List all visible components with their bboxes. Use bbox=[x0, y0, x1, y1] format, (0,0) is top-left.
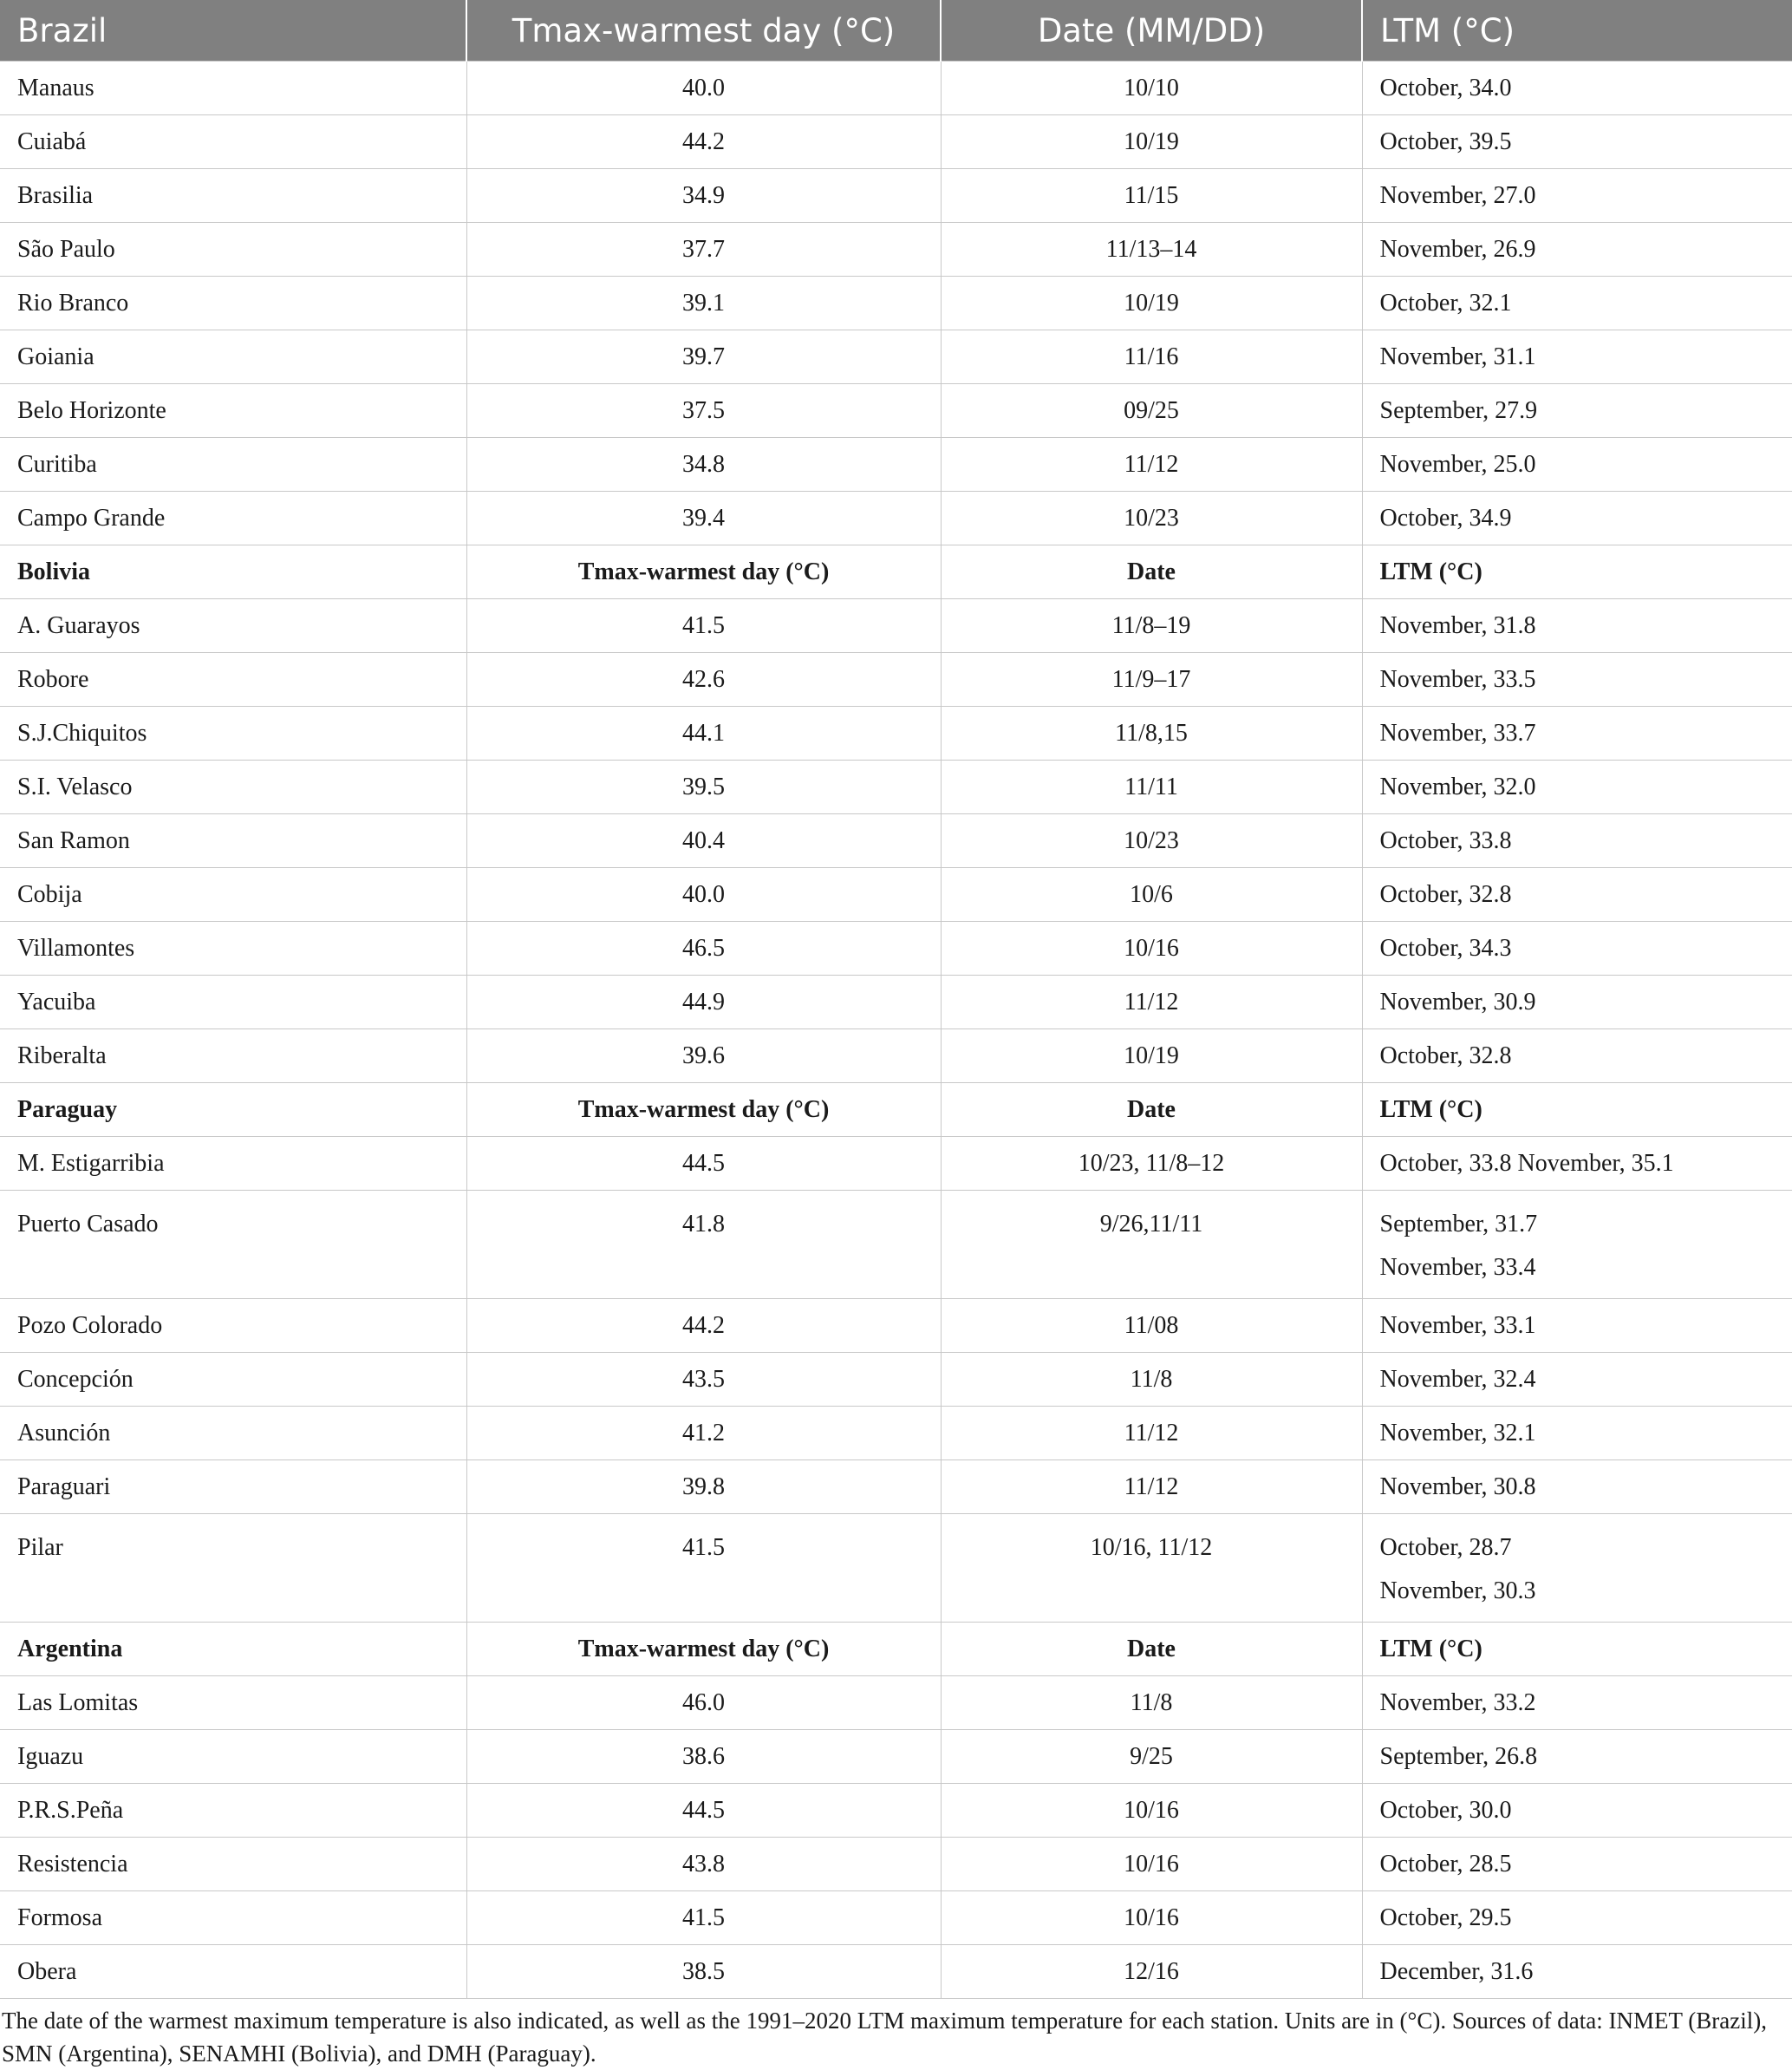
tmax-text: 41.5 bbox=[682, 1534, 725, 1561]
table-row bbox=[0, 1784, 1792, 1838]
section-ltm-label: LTM (°C) bbox=[1362, 545, 1792, 599]
station-cell: São Paulo bbox=[0, 223, 466, 277]
station-cell: San Ramon bbox=[0, 814, 466, 868]
date-cell: 10/19 bbox=[941, 277, 1362, 330]
ltm-cell: November, 25.0 bbox=[1362, 438, 1792, 492]
date-cell: 11/8,15 bbox=[941, 707, 1362, 761]
station-cell: Resistencia bbox=[0, 1838, 466, 1891]
station-cell: Pozo Colorado bbox=[0, 1299, 466, 1353]
table-row bbox=[0, 1838, 1792, 1891]
date-cell: 10/19 bbox=[941, 115, 1362, 169]
table-row bbox=[0, 277, 1792, 330]
tmax-cell: 40.0 bbox=[466, 868, 941, 922]
date-cell: 11/8 bbox=[941, 1676, 1362, 1730]
tmax-cell: 41.2 bbox=[466, 1407, 941, 1460]
tmax-cell: 44.2 bbox=[466, 1299, 941, 1353]
tmax-cell: 46.0 bbox=[466, 1676, 941, 1730]
table-row bbox=[0, 1137, 1792, 1191]
date-cell: 10/16 bbox=[941, 1838, 1362, 1891]
ltm-cell: November, 30.8 bbox=[1362, 1460, 1792, 1514]
table-row bbox=[0, 1514, 1792, 1623]
header-country: Brazil bbox=[0, 0, 466, 62]
date-cell: 11/13–14 bbox=[941, 223, 1362, 277]
tmax-cell: 39.7 bbox=[466, 330, 941, 384]
station-cell: Cuiabá bbox=[0, 115, 466, 169]
tmax-cell: 40.4 bbox=[466, 814, 941, 868]
station-cell: Yacuiba bbox=[0, 976, 466, 1029]
tmax-cell: 39.6 bbox=[466, 1029, 941, 1083]
date-cell: 12/16 bbox=[941, 1945, 1362, 1999]
ltm-line-2: November, 30.3 bbox=[1379, 1577, 1536, 1604]
station-cell: Campo Grande bbox=[0, 492, 466, 545]
station-cell: S.J.Chiquitos bbox=[0, 707, 466, 761]
station-cell: Iguazu bbox=[0, 1730, 466, 1784]
ltm-cell: October, 39.5 bbox=[1362, 115, 1792, 169]
station-text: Puerto Casado bbox=[17, 1211, 159, 1237]
ltm-cell: September, 27.9 bbox=[1362, 384, 1792, 438]
table-row bbox=[0, 169, 1792, 223]
ltm-cell: November, 33.2 bbox=[1362, 1676, 1792, 1730]
table-row bbox=[0, 438, 1792, 492]
tmax-cell: 38.6 bbox=[466, 1730, 941, 1784]
ltm-cell bbox=[1362, 1191, 1792, 1299]
ltm-cell: October, 33.8 November, 35.1 bbox=[1362, 1137, 1792, 1191]
tmax-cell: 41.5 bbox=[466, 599, 941, 653]
table-row bbox=[0, 1407, 1792, 1460]
station-cell bbox=[0, 1191, 466, 1299]
ltm-cell: October, 32.8 bbox=[1362, 1029, 1792, 1083]
tmax-cell: 37.7 bbox=[466, 223, 941, 277]
header-tmax: Tmax-warmest day (°C) bbox=[466, 0, 941, 62]
ltm-cell: October, 28.5 bbox=[1362, 1838, 1792, 1891]
station-cell: Villamontes bbox=[0, 922, 466, 976]
ltm-cell: October, 34.0 bbox=[1362, 62, 1792, 115]
tmax-cell: 43.8 bbox=[466, 1838, 941, 1891]
date-cell: 10/23 bbox=[941, 814, 1362, 868]
table-row bbox=[0, 330, 1792, 384]
table-row bbox=[0, 707, 1792, 761]
ltm-cell: October, 30.0 bbox=[1362, 1784, 1792, 1838]
table-row bbox=[0, 922, 1792, 976]
date-cell: 11/8 bbox=[941, 1353, 1362, 1407]
section-tmax-label: Tmax-warmest day (°C) bbox=[466, 1083, 941, 1137]
date-cell: 10/16 bbox=[941, 1784, 1362, 1838]
tmax-cell: 38.5 bbox=[466, 1945, 941, 1999]
date-cell: 9/25 bbox=[941, 1730, 1362, 1784]
tmax-cell: 43.5 bbox=[466, 1353, 941, 1407]
date-cell: 11/08 bbox=[941, 1299, 1362, 1353]
station-cell: Paraguari bbox=[0, 1460, 466, 1514]
ltm-cell: September, 26.8 bbox=[1362, 1730, 1792, 1784]
ltm-line-1: September, 31.7 bbox=[1379, 1211, 1538, 1237]
ltm-cell: November, 33.7 bbox=[1362, 707, 1792, 761]
table-row bbox=[0, 814, 1792, 868]
section-date-label: Date bbox=[941, 545, 1362, 599]
section-tmax-label: Tmax-warmest day (°C) bbox=[466, 545, 941, 599]
section-header-argentina bbox=[0, 1623, 1792, 1676]
ltm-line-2: November, 33.4 bbox=[1379, 1254, 1536, 1281]
ltm-cell: November, 33.1 bbox=[1362, 1299, 1792, 1353]
date-cell: 10/16 bbox=[941, 922, 1362, 976]
table-row bbox=[0, 1676, 1792, 1730]
station-cell: Concepción bbox=[0, 1353, 466, 1407]
ltm-cell: December, 31.6 bbox=[1362, 1945, 1792, 1999]
section-ltm-label: LTM (°C) bbox=[1362, 1623, 1792, 1676]
tmax-cell: 40.0 bbox=[466, 62, 941, 115]
station-cell: Robore bbox=[0, 653, 466, 707]
tmax-cell: 34.9 bbox=[466, 169, 941, 223]
date-cell: 10/10 bbox=[941, 62, 1362, 115]
section-country: Paraguay bbox=[0, 1083, 466, 1137]
ltm-cell: November, 32.4 bbox=[1362, 1353, 1792, 1407]
tmax-cell: 44.5 bbox=[466, 1137, 941, 1191]
section-date-label: Date bbox=[941, 1083, 1362, 1137]
ltm-cell: October, 29.5 bbox=[1362, 1891, 1792, 1945]
ltm-cell: November, 33.5 bbox=[1362, 653, 1792, 707]
station-cell: Obera bbox=[0, 1945, 466, 1999]
date-text: 9/26,11/11 bbox=[1099, 1211, 1203, 1237]
tmax-cell: 44.1 bbox=[466, 707, 941, 761]
table-row bbox=[0, 868, 1792, 922]
station-cell: S.I. Velasco bbox=[0, 761, 466, 814]
table-row bbox=[0, 492, 1792, 545]
table-row bbox=[0, 1891, 1792, 1945]
ltm-cell: October, 32.8 bbox=[1362, 868, 1792, 922]
table-row bbox=[0, 1029, 1792, 1083]
header-ltm: LTM (°C) bbox=[1362, 0, 1792, 62]
station-cell: Riberalta bbox=[0, 1029, 466, 1083]
table-row bbox=[0, 1945, 1792, 1999]
station-cell: Asunción bbox=[0, 1407, 466, 1460]
station-cell: A. Guarayos bbox=[0, 599, 466, 653]
header-date: Date (MM/DD) bbox=[941, 0, 1362, 62]
ltm-cell: November, 31.1 bbox=[1362, 330, 1792, 384]
date-cell: 10/23 bbox=[941, 492, 1362, 545]
date-cell: 11/15 bbox=[941, 169, 1362, 223]
tmax-cell bbox=[466, 1514, 941, 1623]
table-row bbox=[0, 223, 1792, 277]
date-cell: 11/12 bbox=[941, 1460, 1362, 1514]
date-cell: 11/12 bbox=[941, 976, 1362, 1029]
station-text: Pilar bbox=[17, 1534, 63, 1561]
station-cell: Las Lomitas bbox=[0, 1676, 466, 1730]
tmax-cell: 42.6 bbox=[466, 653, 941, 707]
tmax-cell: 39.1 bbox=[466, 277, 941, 330]
date-cell: 11/12 bbox=[941, 1407, 1362, 1460]
ltm-cell: November, 30.9 bbox=[1362, 976, 1792, 1029]
date-cell: 10/19 bbox=[941, 1029, 1362, 1083]
station-cell bbox=[0, 1514, 466, 1623]
date-cell: 10/16 bbox=[941, 1891, 1362, 1945]
ltm-cell: November, 26.9 bbox=[1362, 223, 1792, 277]
table-row bbox=[0, 761, 1792, 814]
section-header-paraguay bbox=[0, 1083, 1792, 1137]
table-row bbox=[0, 62, 1792, 115]
table-row bbox=[0, 976, 1792, 1029]
date-cell: 11/11 bbox=[941, 761, 1362, 814]
table-footnote: The date of the warmest maximum temperature is also indicated, as well as the 1991–2020 LTM maximum temperature for each station. Units are in (°C). Sources of data: INMET (Brazil), SMN (Argentina), SENAMHI (Bolivia), and DMH (Paraguay). bbox=[2, 2008, 1767, 2067]
tmax-cell: 44.2 bbox=[466, 115, 941, 169]
table-row bbox=[0, 115, 1792, 169]
date-cell: 10/23, 11/8–12 bbox=[941, 1137, 1362, 1191]
section-tmax-label: Tmax-warmest day (°C) bbox=[466, 1623, 941, 1676]
tmax-cell: 41.5 bbox=[466, 1891, 941, 1945]
section-ltm-label: LTM (°C) bbox=[1362, 1083, 1792, 1137]
tmax-cell: 44.9 bbox=[466, 976, 941, 1029]
table-row bbox=[0, 384, 1792, 438]
station-cell: Cobija bbox=[0, 868, 466, 922]
date-cell bbox=[941, 1191, 1362, 1299]
tmax-cell: 34.8 bbox=[466, 438, 941, 492]
station-cell: Belo Horizonte bbox=[0, 384, 466, 438]
table-row bbox=[0, 1730, 1792, 1784]
station-cell: Formosa bbox=[0, 1891, 466, 1945]
tmax-cell: 46.5 bbox=[466, 922, 941, 976]
tmax-cell: 39.4 bbox=[466, 492, 941, 545]
ltm-cell: November, 32.1 bbox=[1362, 1407, 1792, 1460]
tmax-cell: 44.5 bbox=[466, 1784, 941, 1838]
table-row bbox=[0, 1191, 1792, 1299]
station-cell: P.R.S.Peña bbox=[0, 1784, 466, 1838]
date-text: 10/16, 11/12 bbox=[1090, 1534, 1213, 1561]
table-row bbox=[0, 599, 1792, 653]
ltm-cell: October, 34.3 bbox=[1362, 922, 1792, 976]
table-row bbox=[0, 653, 1792, 707]
date-cell bbox=[941, 1514, 1362, 1623]
station-cell: Goiania bbox=[0, 330, 466, 384]
table-row bbox=[0, 1299, 1792, 1353]
tmax-cell: 39.5 bbox=[466, 761, 941, 814]
ltm-cell: October, 34.9 bbox=[1362, 492, 1792, 545]
ltm-cell: November, 27.0 bbox=[1362, 169, 1792, 223]
tmax-cell bbox=[466, 1191, 941, 1299]
section-country: Argentina bbox=[0, 1623, 466, 1676]
table-row bbox=[0, 1460, 1792, 1514]
date-cell: 10/6 bbox=[941, 868, 1362, 922]
station-cell: Rio Branco bbox=[0, 277, 466, 330]
ltm-cell: November, 32.0 bbox=[1362, 761, 1792, 814]
tmax-text: 41.8 bbox=[682, 1211, 725, 1237]
ltm-cell: November, 31.8 bbox=[1362, 599, 1792, 653]
station-cell: Curitiba bbox=[0, 438, 466, 492]
section-header-bolivia bbox=[0, 545, 1792, 599]
ltm-cell: October, 33.8 bbox=[1362, 814, 1792, 868]
ltm-line-1: October, 28.7 bbox=[1379, 1534, 1512, 1561]
header-row bbox=[0, 0, 1792, 62]
tmax-cell: 37.5 bbox=[466, 384, 941, 438]
date-cell: 09/25 bbox=[941, 384, 1362, 438]
date-cell: 11/12 bbox=[941, 438, 1362, 492]
date-cell: 11/16 bbox=[941, 330, 1362, 384]
date-cell: 11/9–17 bbox=[941, 653, 1362, 707]
ltm-cell: October, 32.1 bbox=[1362, 277, 1792, 330]
section-country: Bolivia bbox=[0, 545, 466, 599]
section-date-label: Date bbox=[941, 1623, 1362, 1676]
tmax-cell: 39.8 bbox=[466, 1460, 941, 1514]
table-row bbox=[0, 1353, 1792, 1407]
station-cell: Brasilia bbox=[0, 169, 466, 223]
date-cell: 11/8–19 bbox=[941, 599, 1362, 653]
station-cell: M. Estigarribia bbox=[0, 1137, 466, 1191]
station-cell: Manaus bbox=[0, 62, 466, 115]
ltm-cell bbox=[1362, 1514, 1792, 1623]
